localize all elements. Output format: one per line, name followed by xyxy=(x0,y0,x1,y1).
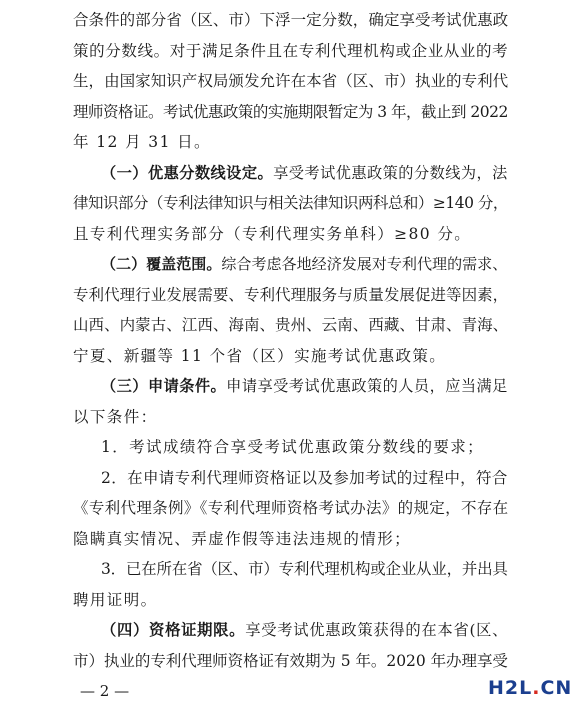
h2l-watermark-logo xyxy=(488,677,572,699)
page-number: — 2 — xyxy=(80,682,130,700)
section-2-heading: （二）覆盖范围。 xyxy=(101,255,222,273)
paragraph-line: 律知识部分（专利法律知识与相关法律知识两科总和）≥140 分， xyxy=(73,194,508,212)
section-2-line xyxy=(101,254,507,274)
section-3-text: 申请享受考试优惠政策的人员，应当满足 xyxy=(226,377,508,395)
paragraph-line: 专利代理行业发展需要、专利代理服务与质量发展促进等因素， xyxy=(73,286,509,304)
paragraph-line: 策的分数线。对于满足条件且在专利代理机构或企业从业的考 xyxy=(73,42,509,60)
paragraph-line: 合条件的部分省（区、市）下浮一定分数，确定享受考试优惠政 xyxy=(73,11,509,29)
paragraph-line: 山西、内蒙古、江西、海南、贵州、云南、西藏、甘肃、青海、 xyxy=(73,316,509,334)
paragraph-line: 以下条件： xyxy=(73,408,158,426)
paragraph-line: 市）执业的专利代理师资格证有效期为 5 年。2020 年办理享受 xyxy=(73,652,508,670)
section-3-heading: （三）申请条件。 xyxy=(101,377,227,395)
section-3-line xyxy=(101,376,508,396)
section-1-line xyxy=(101,163,508,183)
paragraph-line: 生，由国家知识产权局颁发允许在本省（区、市）执业的专利代 xyxy=(73,72,509,90)
paragraph-line: 聘用证明。 xyxy=(73,591,158,609)
paragraph-line: 理师资格证。考试优惠政策的实施期限暂定为 3 年，截止到 2022 xyxy=(73,103,508,121)
watermark-part2: CN xyxy=(540,677,573,699)
watermark-dot: . xyxy=(532,677,541,699)
section-1-text: 享受考试优惠政策的分数线为，法 xyxy=(273,164,508,182)
list-item-2: 2．在申请专利代理师资格证以及参加考试的过程中，符合 xyxy=(101,469,508,487)
list-item-3: 3．已在所在省（区、市）专利代理机构或企业从业，并出具 xyxy=(101,560,508,578)
paragraph-line: 隐瞒真实情况、弄虚作假等违法违规的情形； xyxy=(73,530,412,548)
paragraph-line: 且专利代理实务部分（专利代理实务单科）≥80 分。 xyxy=(73,225,472,243)
paragraph-line: 《专利代理条例》《专利代理师资格考试办法》的规定，不存在 xyxy=(73,499,509,517)
section-1-heading: （一）优惠分数线设定。 xyxy=(101,164,274,182)
section-2-text: 综合考虑各地经济发展对专利代理的需求、 xyxy=(221,255,508,273)
paragraph-line: 年 12 月 31 日。 xyxy=(73,133,211,151)
section-4-line xyxy=(101,620,508,640)
list-item-1: 1．考试成绩符合享受考试优惠政策分数线的要求； xyxy=(101,438,485,456)
section-4-text: 享受考试优惠政策获得的在本省(区、 xyxy=(245,621,509,639)
section-4-heading: （四）资格证期限。 xyxy=(101,621,246,639)
watermark-part1: H2L xyxy=(488,677,533,699)
paragraph-line: 宁夏、新疆等 11 个省（区）实施考试优惠政策。 xyxy=(73,347,447,365)
